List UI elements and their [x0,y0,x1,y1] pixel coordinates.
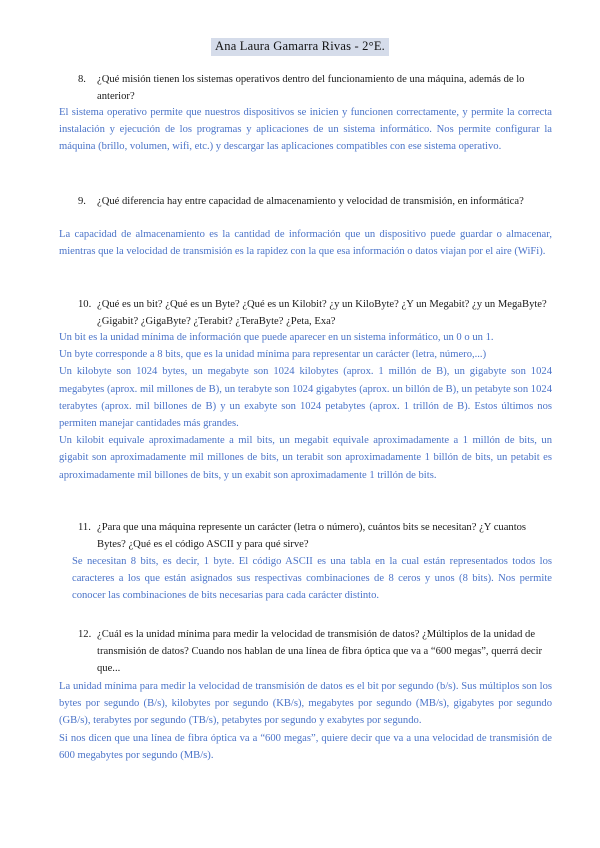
answer-paragraph: Un kilobit equivale aproximadamente a mil bits, un megabit equivale aproximadamente a 1 millón de bits, un gigabit son aproximadamente mil millones de bits, un terabit son aproximadamente 1 billón de bits, un petabit es aproximadamente mil billones de bits, y un exabit son aproximadamente 1 trillón de bits. [59,435,552,481]
question-8 [78,71,548,105]
question-text: ¿Para que una máquina represente un carácter (letra o número), cuántos bits se necesitan? ¿Y cuantos Bytes? ¿Qué es el código ASCII y para qué sirve? [97,522,527,550]
answer-paragraph: La unidad mínima para medir la velocidad de transmisión de datos es el bit por segundo (b/s). Sus múltiplos son los bytes por segundo (B/s), kilobytes por segundo (KB/s), megabytes por segundo (MB/s), gigabytes por segundo (GB/s), terabytes por segundo (TB/s), petabytes por segundo y exabytes por segundo. [59,681,552,727]
answer-11 [72,553,552,605]
answer-paragraph: Se necesitan 8 bits, es decir, 1 byte. El código ASCII es una tabla en la cual están representados todos los caracteres a los que están asignados sus respectivas combinaciones de 8 ceros y unos (8 bits). Nos permite conocer las combinaciones de bits necesarias para cada carácter distinto. [72,556,552,602]
question-number: 12. [78,629,92,640]
title-wrap [0,37,600,56]
question-number: 11. [78,522,91,533]
answer-10 [59,329,552,484]
answer-8 [59,104,552,156]
question-12 [78,626,548,677]
question-text: ¿Qué es un bit? ¿Qué es un Byte? ¿Qué es un Kilobit? ¿y un KiloByte? ¿Y un Megabit? ¿y un MegaByte? ¿Gigabit? ¿GigaByte? ¿Terabit? ¿TeraByte? ¿Peta, Exa? [97,299,547,327]
answer-12 [59,678,552,764]
answer-paragraph: La capacidad de almacenamiento es la cantidad de información que un dispositivo puede guardar o almacenar, mientras que la velocidad de transmisión es la rapidez con la que esa información o datos viajan por el aire (WiFi). [59,229,552,258]
answer-paragraph: El sistema operativo permite que nuestros dispositivos se inicien y funcionen correctamente, y permite la correcta instalación y ejecución de los programas y aplicaciones de un sistema informático. Nos permite configurar la máquina (brillo, volumen, wifi, etc.) y descargar las aplicaciones compatibles con ese sistema operativo. [59,107,552,153]
question-text: ¿Qué diferencia hay entre capacidad de almacenamiento y velocidad de transmisión, en informática? [97,196,524,207]
question-number: 9. [78,196,86,207]
question-text: ¿Qué misión tienen los sistemas operativos dentro del funcionamiento de una máquina, además de lo anterior? [97,74,525,102]
question-text: ¿Cuál es la unidad mínima para medir la velocidad de transmisión de datos? ¿Múltiplos de la unidad de transmisión de datos? Cuando nos hablan de una línea de fibra óptica que va a “600 megas”, querrá decir que... [97,629,543,674]
answer-paragraph: Si nos dicen que una línea de fibra óptica va a “600 megas”, quiere decir que va a una velocidad de transmisión de 600 megabytes por segundo (MB/s). [59,732,552,761]
answer-9 [59,226,552,260]
question-11 [78,519,548,553]
document-title: Ana Laura Gamarra Rivas - 2°E. [211,38,389,56]
answer-paragraph: Un kilobyte son 1024 bytes, un megabyte son 1024 kilobytes (aprox. 1 millón de B), un gigabyte son 1024 megabytes (aprox. mil millones de B), un terabyte son 1024 gigabytes (aprox. un billón de B), un petabyte son 1024 terabytes (aprox. mil billones de B) y un exabyte son 1024 petabytes (aprox. 1 trillón de B). Estos últimos nos permiten manejar cantidades más grandes. [59,366,552,430]
question-number: 8. [78,74,86,85]
question-9 [78,193,548,210]
question-10 [78,296,548,330]
question-number: 10. [78,299,92,310]
answer-paragraph: Un bit es la unidad mínima de información que puede aparecer en un sistema informático, un 0 o un 1. [59,332,494,343]
answer-paragraph: Un byte corresponde a 8 bits, que es la unidad mínima para representar un carácter (letra, número,...) [59,349,487,361]
